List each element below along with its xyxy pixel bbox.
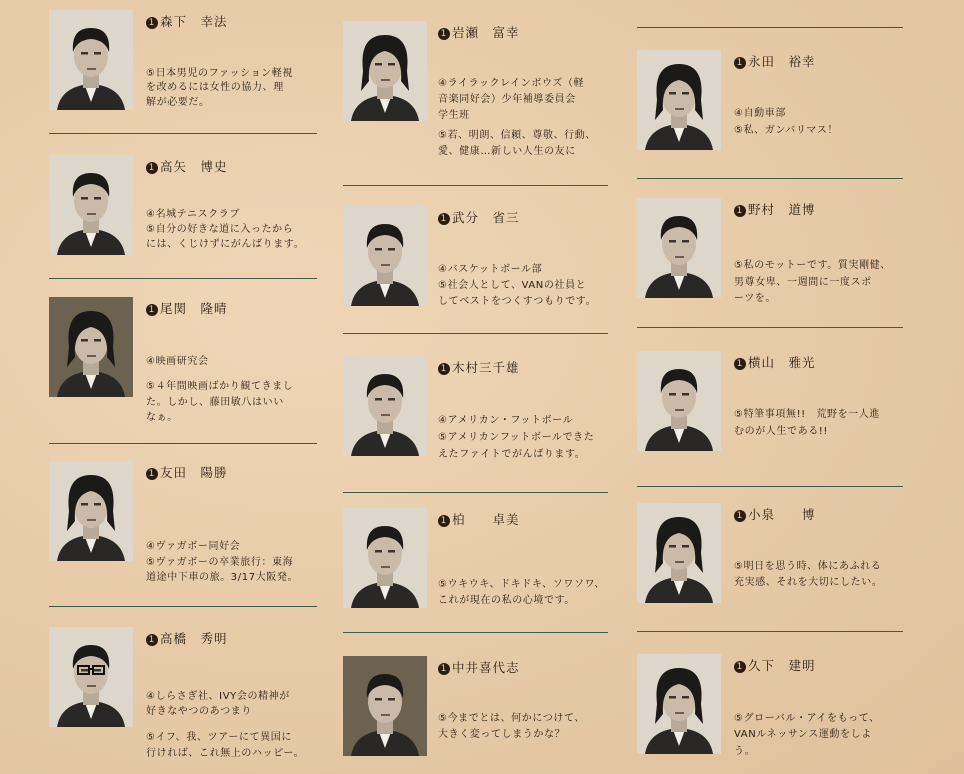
number-one-marker: 1 (438, 363, 450, 375)
portrait-photo (49, 10, 133, 110)
profile-text-line: ⑤自分の好きな道に入ったから (146, 224, 294, 235)
profile-text-line: ④ライラックレインボウズ（軽 (438, 78, 585, 89)
student-name: 1 中井喜代志 (438, 658, 520, 676)
profile-text-line: ④名城テニスクラブ (146, 209, 240, 220)
number-one-marker: 1 (734, 661, 746, 673)
divider-rule (637, 327, 903, 328)
number-one-marker: 1 (734, 358, 746, 370)
profile-text-line: ⑤日本男児のファッション軽視 (146, 68, 293, 79)
profile-text-line: ④バスケットボール部 (438, 264, 543, 275)
profile-text-line: 好きなやつのあつまり (146, 706, 252, 717)
number-one-marker: 1 (734, 57, 746, 69)
profile-text-line: 大きく変ってしまうかな？ (438, 729, 566, 740)
portrait-photo (49, 461, 133, 561)
profile-text-line: 行ければ、これ無上のハッピー。 (146, 748, 305, 759)
number-one-marker: 1 (146, 304, 158, 316)
portrait-photo (637, 503, 721, 603)
portrait-photo (637, 198, 721, 298)
profile-text-line: ⑤若、明朗、信頼、尊敬、行動、 (438, 130, 596, 141)
profile-text-line: を改めるには女性の協力、理 (146, 82, 284, 93)
divider-rule (343, 632, 608, 633)
profile-text-line: た。しかし、藤田敏八はいい (146, 397, 284, 408)
profile-text-line: ⑤グローバル・アイをもって、 (734, 713, 880, 724)
student-name: 1 野村 道博 (734, 200, 816, 218)
student-name: 1 高橋 秀明 (146, 629, 228, 647)
profile-text-line: ⑤イフ、我、ツアーにて異国に (146, 732, 292, 743)
profile-text-line: ④映画研究会 (146, 356, 209, 367)
number-one-marker: 1 (146, 162, 158, 174)
portrait-photo (637, 654, 721, 754)
profile-text-line: ④アメリカン・フットボール (438, 415, 574, 426)
profile-text-line: 道途中下車の旅。3/17大阪発。 (146, 572, 299, 583)
portrait-photo (49, 155, 133, 255)
divider-rule (343, 185, 608, 186)
portrait-photo (343, 356, 427, 456)
number-one-marker: 1 (146, 634, 158, 646)
student-name: 1 木村三千雄 (438, 358, 520, 376)
divider-rule (637, 27, 903, 28)
student-name: 1 森下 幸法 (146, 12, 228, 30)
divider-rule (49, 133, 317, 134)
number-one-marker: 1 (734, 205, 746, 217)
profile-text-line: ⑤今までとは、何かにつけて、 (438, 713, 585, 724)
student-name: 1 小泉 博 (734, 505, 816, 523)
number-one-marker: 1 (438, 515, 450, 527)
number-one-marker: 1 (438, 28, 450, 40)
student-name: 1 友田 陽勝 (146, 463, 228, 481)
profile-text-line: ⑤私のモットーです。質実剛健、 (734, 260, 891, 271)
student-name: 1 尾関 隆晴 (146, 299, 228, 317)
profile-text-line: ⑤ウキウキ、ドキドキ、ソワソワ、 (438, 579, 605, 590)
profile-text-line: ーツを。 (734, 293, 776, 304)
divider-rule (49, 443, 317, 444)
profile-text-line: なぁ。 (146, 412, 178, 423)
portrait-photo (343, 656, 427, 756)
number-one-marker: 1 (438, 213, 450, 225)
profile-text-line: ⑤私、ガンバリマス！ (734, 125, 839, 136)
profile-text-line: ⑤アメリカンフットボールできた (438, 432, 595, 443)
profile-text-line: ⑤ヴァガボーの卒業旅行：東海 (146, 557, 294, 568)
portrait-photo (343, 206, 427, 306)
profile-text-line: ⑤特筆事項無!! 荒野を一人進 (734, 409, 880, 420)
divider-rule (637, 486, 903, 487)
profile-text-line: ④ヴァガボー同好会 (146, 541, 241, 552)
profile-text-line: 音楽同好会）少年補導委員会 (438, 94, 576, 105)
portrait-photo (637, 50, 721, 150)
divider-rule (343, 492, 608, 493)
profile-text-line: ④しらさぎ社、IVY会の精神が (146, 691, 290, 702)
profile-text-line: 解が必要だ。 (146, 97, 210, 108)
portrait-photo (637, 351, 721, 451)
divider-rule (49, 606, 317, 607)
profile-text-line: してベストをつくすつもりです。 (438, 296, 597, 307)
profile-text-line: ④自動車部 (734, 108, 786, 119)
portrait-photo (49, 627, 133, 727)
portrait-photo (49, 297, 133, 397)
profile-text-line: むのが人生である!! (734, 426, 829, 437)
student-name: 1 武分 省三 (438, 208, 520, 226)
student-name: 1 久下 建明 (734, 656, 816, 674)
number-one-marker: 1 (438, 663, 450, 675)
number-one-marker: 1 (146, 468, 158, 480)
number-one-marker: 1 (146, 17, 158, 29)
portrait-photo (343, 508, 427, 608)
student-name: 1 岩瀬 富幸 (438, 23, 520, 41)
divider-rule (637, 178, 903, 179)
divider-rule (49, 278, 317, 279)
profile-text-line: 充実感、それを大切にしたい。 (734, 577, 883, 588)
profile-text-line: えたファイトでがんばります。 (438, 449, 586, 460)
profile-text-line: VANルネッサンス運動をしよ (734, 729, 872, 740)
profile-text-line: う。 (734, 746, 756, 757)
profile-text-line: 男尊女卑、一週間に一度スポ (734, 277, 872, 288)
divider-rule (637, 631, 903, 632)
profile-text-line: ⑤社会人として、VANの社員と (438, 280, 587, 291)
profile-text-line: これが現在の私の心境です。 (438, 595, 575, 606)
number-one-marker: 1 (734, 510, 746, 522)
divider-rule (343, 333, 608, 334)
profile-text-line: ⑤明日を思う時、体にあふれる (734, 561, 882, 572)
profile-text-line: には、くじけずにがんばります。 (146, 239, 305, 250)
student-name: 1 横山 雅光 (734, 353, 816, 371)
student-name: 1 柏 卓美 (438, 510, 520, 528)
profile-text-line: ⑤４年間映画ばかり観てきまし (146, 381, 294, 392)
student-name: 1 高矢 博史 (146, 157, 228, 175)
portrait-photo (343, 21, 427, 121)
profile-text-line: 愛、健康…新しい人生の友に (438, 146, 576, 157)
profile-text-line: 学生班 (438, 110, 470, 121)
student-name: 1 永田 裕幸 (734, 52, 816, 70)
